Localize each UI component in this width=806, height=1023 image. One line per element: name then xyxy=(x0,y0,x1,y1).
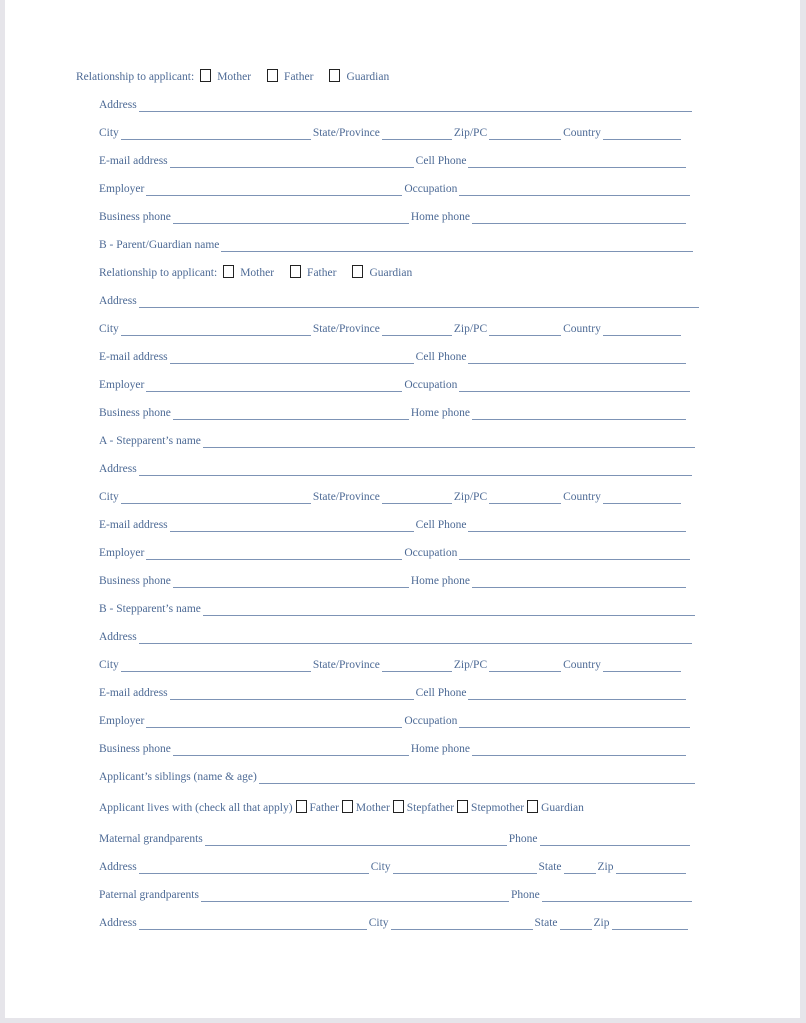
employer-label: Employer xyxy=(99,379,145,391)
paternal-address-field[interactable] xyxy=(139,917,367,930)
address-field[interactable] xyxy=(139,295,699,308)
city-row-c xyxy=(99,486,683,504)
business-phone-label: Business phone xyxy=(99,743,171,755)
state-province-field[interactable] xyxy=(382,323,452,336)
cell-phone-field[interactable] xyxy=(468,351,686,364)
stepparent-b-name-label: B - Stepparent’s name xyxy=(99,603,201,615)
home-phone-field[interactable] xyxy=(472,211,686,224)
occupation-field[interactable] xyxy=(459,183,690,196)
employer-field[interactable] xyxy=(146,547,402,560)
address-label: Address xyxy=(99,99,137,111)
business-phone-label: Business phone xyxy=(99,211,171,223)
state-province-field[interactable] xyxy=(382,127,452,140)
lives-with-guardian-label: Guardian xyxy=(541,802,584,814)
country-label: Country xyxy=(563,323,601,335)
maternal-grandparents-row xyxy=(99,828,692,846)
lives-with-father-label: Father xyxy=(309,802,339,814)
state-province-field[interactable] xyxy=(382,659,452,672)
zip-pc-field[interactable] xyxy=(489,127,561,140)
lives-with-mother-checkbox[interactable] xyxy=(342,800,353,813)
siblings-row xyxy=(99,766,697,784)
mother-checkbox[interactable] xyxy=(223,265,234,278)
lives-with-father-checkbox[interactable] xyxy=(296,800,307,813)
country-field[interactable] xyxy=(603,491,681,504)
city-label: City xyxy=(99,659,119,671)
paternal-address-label: Address xyxy=(99,917,137,929)
occupation-field[interactable] xyxy=(459,547,690,560)
employer-label: Employer xyxy=(99,183,145,195)
zip-pc-field[interactable] xyxy=(489,491,561,504)
business-phone-label: Business phone xyxy=(99,575,171,587)
paternal-city-field[interactable] xyxy=(391,917,533,930)
business-phone-field[interactable] xyxy=(173,211,409,224)
father-label: Father xyxy=(284,71,314,83)
maternal-grandparents-label: Maternal grandparents xyxy=(99,833,203,845)
employer-row-a xyxy=(99,178,692,196)
relationship-label: Relationship to applicant: xyxy=(76,71,195,83)
cell-phone-label: Cell Phone xyxy=(415,519,467,531)
occupation-label: Occupation xyxy=(404,715,458,727)
phone-row-d xyxy=(99,738,688,756)
address-row-b xyxy=(99,290,701,308)
address-field[interactable] xyxy=(139,463,692,476)
parent-b-name-row xyxy=(99,234,695,252)
address-row-d xyxy=(99,626,694,644)
occupation-label: Occupation xyxy=(404,183,458,195)
email-field[interactable] xyxy=(170,155,414,168)
email-label: E-mail address xyxy=(99,155,168,167)
stepparent-b-name-field[interactable] xyxy=(203,603,695,616)
occupation-field[interactable] xyxy=(459,379,690,392)
lives-with-stepfather-label: Stepfather xyxy=(406,802,455,814)
father-checkbox[interactable] xyxy=(290,265,301,278)
lives-with-label: Applicant lives with (check all that apply) xyxy=(99,802,293,814)
occupation-label: Occupation xyxy=(404,379,458,391)
lives-with-stepmother-label: Stepmother xyxy=(471,802,525,814)
phone-row-c xyxy=(99,570,688,588)
stepparent-b-name-row xyxy=(99,598,697,616)
cell-phone-label: Cell Phone xyxy=(415,155,467,167)
relationship-row-a xyxy=(76,66,389,84)
city-row-d xyxy=(99,654,683,672)
parent-b-name-label: B - Parent/Guardian name xyxy=(99,239,220,251)
email-label: E-mail address xyxy=(99,519,168,531)
state-province-label: State/Province xyxy=(312,659,380,671)
home-phone-field[interactable] xyxy=(472,743,686,756)
paternal-state-label: State xyxy=(534,917,558,929)
zip-pc-label: Zip/PC xyxy=(453,491,488,503)
country-label: Country xyxy=(563,491,601,503)
relationship-row-b xyxy=(99,262,412,280)
city-field[interactable] xyxy=(121,659,311,672)
maternal-state-field[interactable] xyxy=(564,861,596,874)
address-label: Address xyxy=(99,631,137,643)
cell-phone-label: Cell Phone xyxy=(415,351,467,363)
lives-with-mother-label: Mother xyxy=(355,802,390,814)
city-label: City xyxy=(99,127,119,139)
email-label: E-mail address xyxy=(99,687,168,699)
maternal-address-field[interactable] xyxy=(139,861,369,874)
zip-pc-label: Zip/PC xyxy=(453,127,488,139)
email-row-a xyxy=(99,150,688,168)
stepparent-a-name-label: A - Stepparent’s name xyxy=(99,435,201,447)
maternal-grandparents-field[interactable] xyxy=(205,833,507,846)
address-label: Address xyxy=(99,463,137,475)
email-field[interactable] xyxy=(170,351,414,364)
business-phone-field[interactable] xyxy=(173,407,409,420)
father-checkbox[interactable] xyxy=(267,69,278,82)
stepparent-a-name-row xyxy=(99,430,697,448)
father-label: Father xyxy=(307,267,337,279)
city-label: City xyxy=(99,323,119,335)
business-phone-label: Business phone xyxy=(99,407,171,419)
cell-phone-label: Cell Phone xyxy=(415,687,467,699)
lives-with-guardian-checkbox[interactable] xyxy=(527,800,538,813)
mother-label: Mother xyxy=(240,267,275,279)
maternal-zip-field[interactable] xyxy=(616,861,686,874)
lives-with-row xyxy=(99,797,584,815)
maternal-address-label: Address xyxy=(99,861,137,873)
guardian-label: Guardian xyxy=(346,71,390,83)
country-field[interactable] xyxy=(603,127,681,140)
maternal-city-label: City xyxy=(370,861,391,873)
maternal-address-row xyxy=(99,856,688,874)
home-phone-label: Home phone xyxy=(410,743,470,755)
occupation-field[interactable] xyxy=(459,715,690,728)
home-phone-field[interactable] xyxy=(472,407,686,420)
lives-with-stepmother-checkbox[interactable] xyxy=(457,800,468,813)
city-field[interactable] xyxy=(121,323,311,336)
address-row-a xyxy=(99,94,694,112)
email-row-b xyxy=(99,346,688,364)
paternal-city-label: City xyxy=(368,917,389,929)
lives-with-stepfather-checkbox[interactable] xyxy=(393,800,404,813)
zip-pc-label: Zip/PC xyxy=(453,659,488,671)
paternal-grandparents-label: Paternal grandparents xyxy=(99,889,199,901)
home-phone-label: Home phone xyxy=(410,407,470,419)
zip-pc-label: Zip/PC xyxy=(453,323,488,335)
country-label: Country xyxy=(563,127,601,139)
paternal-zip-label: Zip xyxy=(593,917,610,929)
employer-row-d xyxy=(99,710,692,728)
city-field[interactable] xyxy=(121,491,311,504)
city-row-a xyxy=(99,122,683,140)
email-row-c xyxy=(99,514,688,532)
zip-pc-field[interactable] xyxy=(489,659,561,672)
relationship-label: Relationship to applicant: xyxy=(99,267,218,279)
maternal-phone-label: Phone xyxy=(508,833,538,845)
country-field[interactable] xyxy=(603,659,681,672)
city-label: City xyxy=(99,491,119,503)
state-province-field[interactable] xyxy=(382,491,452,504)
city-row-b xyxy=(99,318,683,336)
paternal-grandparents-field[interactable] xyxy=(201,889,509,902)
stepparent-a-name-field[interactable] xyxy=(203,435,695,448)
address-field[interactable] xyxy=(139,631,692,644)
siblings-field[interactable] xyxy=(259,771,695,784)
parent-b-name-field[interactable] xyxy=(221,239,693,252)
business-phone-field[interactable] xyxy=(173,575,409,588)
employer-label: Employer xyxy=(99,715,145,727)
paternal-address-row xyxy=(99,912,690,930)
employer-field[interactable] xyxy=(146,715,402,728)
state-province-label: State/Province xyxy=(312,323,380,335)
email-field[interactable] xyxy=(170,687,414,700)
mother-label: Mother xyxy=(217,71,252,83)
mother-checkbox[interactable] xyxy=(200,69,211,82)
employer-label: Employer xyxy=(99,547,145,559)
cell-phone-field[interactable] xyxy=(468,155,686,168)
phone-row-b xyxy=(99,402,688,420)
paternal-zip-field[interactable] xyxy=(612,917,688,930)
siblings-label: Applicant’s siblings (name & age) xyxy=(99,771,257,783)
phone-row-a xyxy=(99,206,688,224)
home-phone-label: Home phone xyxy=(410,211,470,223)
employer-field[interactable] xyxy=(146,183,402,196)
paternal-state-field[interactable] xyxy=(560,917,592,930)
employer-field[interactable] xyxy=(146,379,402,392)
address-row-c xyxy=(99,458,694,476)
country-field[interactable] xyxy=(603,323,681,336)
zip-pc-field[interactable] xyxy=(489,323,561,336)
paternal-phone-label: Phone xyxy=(510,889,540,901)
cell-phone-field[interactable] xyxy=(468,687,686,700)
business-phone-field[interactable] xyxy=(173,743,409,756)
address-field[interactable] xyxy=(139,99,692,112)
maternal-state-label: State xyxy=(538,861,562,873)
address-label: Address xyxy=(99,295,137,307)
guardian-label: Guardian xyxy=(369,267,413,279)
home-phone-field[interactable] xyxy=(472,575,686,588)
employer-row-b xyxy=(99,374,692,392)
paternal-phone-field[interactable] xyxy=(542,889,692,902)
guardian-checkbox[interactable] xyxy=(329,69,340,82)
paternal-grandparents-row xyxy=(99,884,694,902)
state-province-label: State/Province xyxy=(312,491,380,503)
form-page xyxy=(5,0,800,1018)
cell-phone-field[interactable] xyxy=(468,519,686,532)
state-province-label: State/Province xyxy=(312,127,380,139)
email-label: E-mail address xyxy=(99,351,168,363)
maternal-zip-label: Zip xyxy=(597,861,614,873)
email-row-d xyxy=(99,682,688,700)
guardian-checkbox[interactable] xyxy=(352,265,363,278)
employer-row-c xyxy=(99,542,692,560)
city-field[interactable] xyxy=(121,127,311,140)
occupation-label: Occupation xyxy=(404,547,458,559)
maternal-city-field[interactable] xyxy=(393,861,537,874)
maternal-phone-field[interactable] xyxy=(540,833,690,846)
country-label: Country xyxy=(563,659,601,671)
email-field[interactable] xyxy=(170,519,414,532)
home-phone-label: Home phone xyxy=(410,575,470,587)
